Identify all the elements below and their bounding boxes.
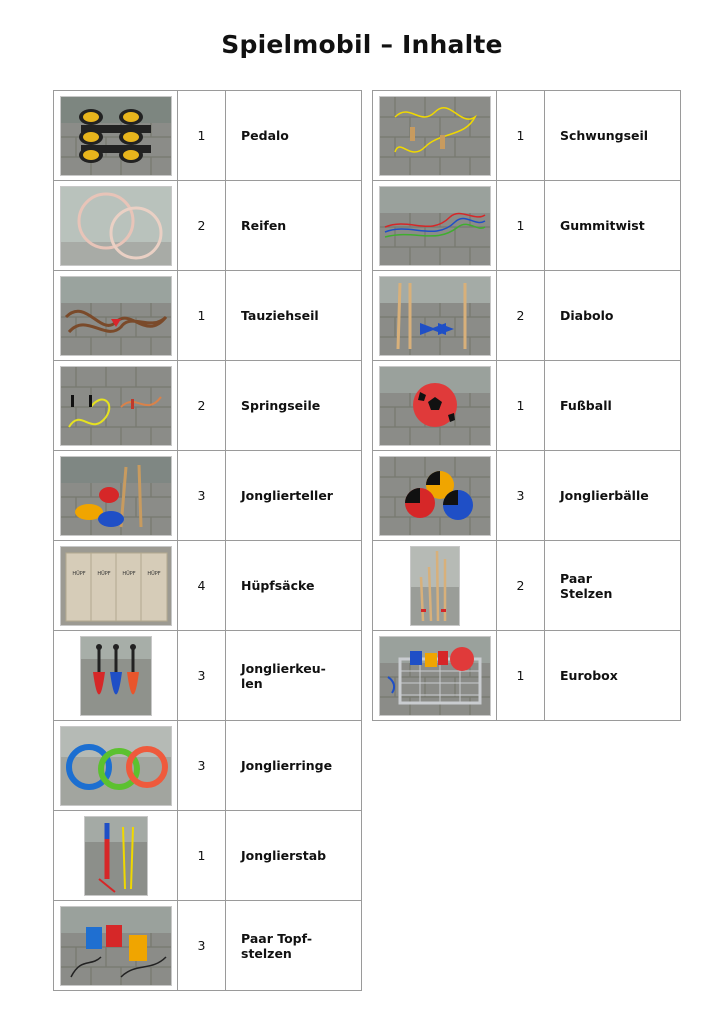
table-row (373, 271, 681, 361)
eurobox-photo (379, 636, 491, 716)
item-photo-cell (54, 901, 178, 991)
table-row (54, 91, 362, 181)
item-quantity: 3 (178, 631, 226, 721)
item-quantity: 3 (497, 451, 545, 541)
svg-text:HÜPF: HÜPF (71, 570, 86, 577)
table-row (373, 451, 681, 541)
item-quantity: 4 (178, 541, 226, 631)
long-rope-photo (379, 96, 491, 176)
table-row (54, 271, 362, 361)
table-row (54, 721, 362, 811)
item-name: Paar Topf- stelzen (226, 901, 362, 991)
item-photo-cell (373, 181, 497, 271)
diabolo-photo (379, 276, 491, 356)
item-quantity: 1 (497, 361, 545, 451)
item-name: Paar Stelzen (545, 541, 681, 631)
svg-text:HÜPF: HÜPF (146, 570, 161, 577)
table-row (54, 451, 362, 541)
juggling-rings-photo (60, 726, 172, 806)
item-name: Diabolo (545, 271, 681, 361)
table-row (54, 361, 362, 451)
item-name: Hüpfsäcke (226, 541, 362, 631)
item-photo-cell (373, 361, 497, 451)
table-row (373, 361, 681, 451)
item-photo-cell (54, 181, 178, 271)
table-row (373, 91, 681, 181)
table-row (54, 811, 362, 901)
item-photo-cell (54, 541, 178, 631)
item-quantity: 1 (497, 181, 545, 271)
tug-rope-photo (60, 276, 172, 356)
item-photo-cell (373, 271, 497, 361)
item-quantity: 1 (178, 811, 226, 901)
page-title: Spielmobil – Inhalte (221, 30, 503, 59)
item-name: Jonglierkeu- len (226, 631, 362, 721)
item-quantity: 1 (178, 271, 226, 361)
svg-text:HÜPF: HÜPF (121, 570, 136, 577)
item-name: Jonglierstab (226, 811, 362, 901)
item-name: Schwungseil (545, 91, 681, 181)
juggling-plates-photo (60, 456, 172, 536)
table-row (373, 541, 681, 631)
juggling-balls-photo (379, 456, 491, 536)
item-photo-cell (373, 451, 497, 541)
hoops-photo (60, 186, 172, 266)
sack-race-photo (60, 546, 172, 626)
item-quantity: 3 (178, 721, 226, 811)
inventory-table-right (372, 90, 681, 721)
inventory-table-left (53, 90, 362, 991)
item-quantity: 3 (178, 451, 226, 541)
item-photo-cell (373, 541, 497, 631)
item-name: Gummitwist (545, 181, 681, 271)
item-photo-cell (54, 361, 178, 451)
juggling-clubs-photo (80, 636, 152, 716)
item-quantity: 2 (178, 181, 226, 271)
item-quantity: 1 (497, 631, 545, 721)
pot-stilts-photo (60, 906, 172, 986)
jump-ropes-photo (60, 366, 172, 446)
item-name: Jonglierbälle (545, 451, 681, 541)
table-row (54, 541, 362, 631)
item-quantity: 2 (178, 361, 226, 451)
table-row (373, 631, 681, 721)
item-name: Reifen (226, 181, 362, 271)
table-row (54, 631, 362, 721)
item-photo-cell (373, 91, 497, 181)
item-photo-cell (54, 721, 178, 811)
item-name: Jonglierteller (226, 451, 362, 541)
item-name: Tauziehseil (226, 271, 362, 361)
item-photo-cell (54, 91, 178, 181)
item-photo-cell (373, 631, 497, 721)
item-quantity: 2 (497, 271, 545, 361)
devil-stick-photo (84, 816, 148, 896)
item-photo-cell (54, 811, 178, 901)
elastic-twist-photo (379, 186, 491, 266)
table-row (54, 901, 362, 991)
table-row (373, 181, 681, 271)
football-photo (379, 366, 491, 446)
item-name: Pedalo (226, 91, 362, 181)
item-photo-cell (54, 631, 178, 721)
item-photo-cell (54, 451, 178, 541)
item-quantity: 3 (178, 901, 226, 991)
pedalo-photo (60, 96, 172, 176)
item-name: Eurobox (545, 631, 681, 721)
item-photo-cell (54, 271, 178, 361)
item-name: Springseile (226, 361, 362, 451)
item-quantity: 2 (497, 541, 545, 631)
stilts-photo (410, 546, 460, 626)
item-name: Fußball (545, 361, 681, 451)
table-row (54, 181, 362, 271)
svg-text:HÜPF: HÜPF (96, 570, 111, 577)
item-quantity: 1 (497, 91, 545, 181)
item-quantity: 1 (178, 91, 226, 181)
item-name: Jonglierringe (226, 721, 362, 811)
